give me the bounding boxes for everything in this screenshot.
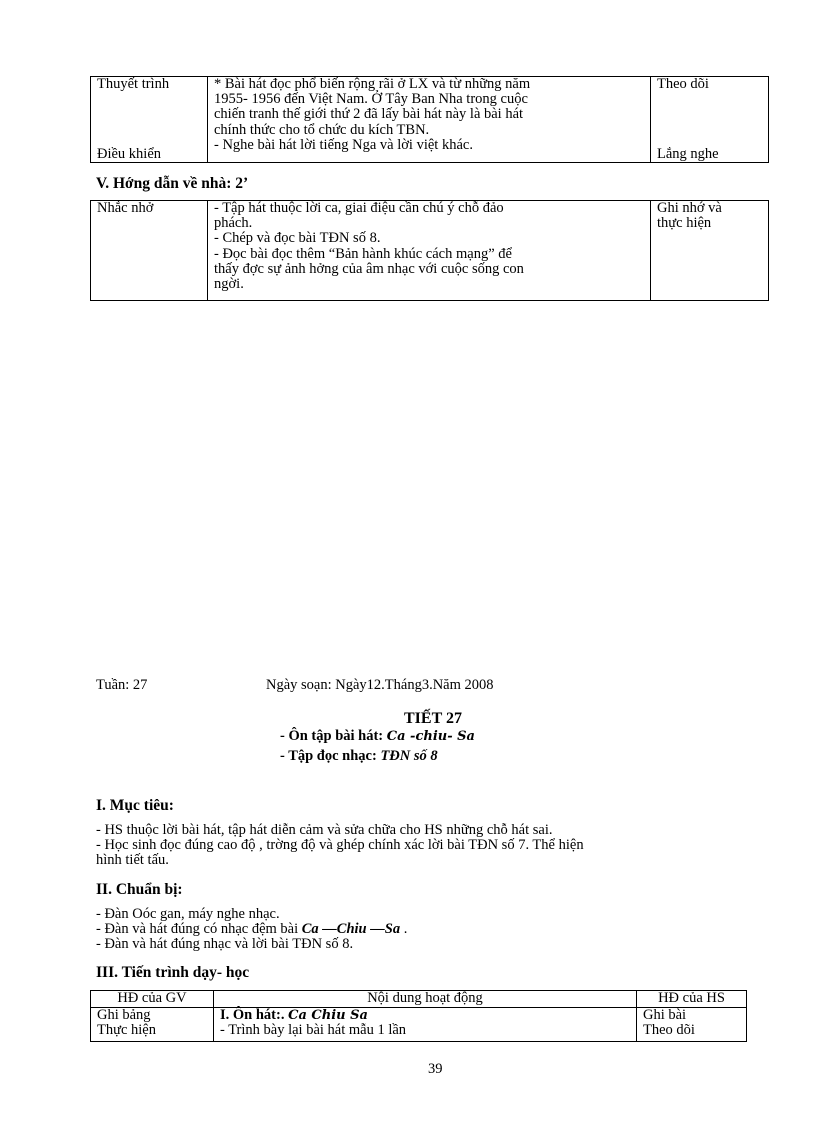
table1-col1-top: Thuyết trình: [97, 76, 170, 92]
lesson-plan-table: [90, 990, 747, 1042]
table2-line: - Đọc bài đọc thêm “Bản hành khúc cách mạng” để: [214, 245, 512, 262]
lesson-line-1-prefix: - Ôn tập bài hát:: [280, 728, 384, 744]
table3-col3: [637, 1008, 747, 1042]
table2-line: phách.: [214, 215, 253, 232]
table2-col3-line: thực hiện: [657, 215, 712, 232]
section2-line-1: - Đàn Oóc gan, máy nghe nhạc.: [96, 906, 280, 922]
section2-line-2-suffix: .: [400, 921, 408, 938]
table3-header-content: Nội dung hoạt động: [214, 991, 637, 1008]
table1-line: chiến tranh thế giới thứ 2 đã lấy bài hát này là bài hát: [214, 106, 524, 123]
section2-body: [96, 907, 407, 953]
table2-content: [208, 201, 651, 301]
table1-col3-bottom: Lắng nghe: [657, 145, 719, 162]
table1-line: * Bài hát đọc phổ biến rộng rãi ở LX và từ những năm: [214, 76, 531, 92]
prep-date: Ngày soạn: Ngày12.Tháng3.Năm 2008: [266, 677, 494, 693]
section1-line: hình tiết tấu.: [96, 852, 169, 869]
table1-content: [208, 77, 651, 163]
table3-col3-line: Ghi bài: [643, 1007, 687, 1023]
section1-line: - Học sinh đọc đúng cao độ , trờng độ và ghép chính xác lời bài TĐN số 7. Thể hiện: [96, 837, 584, 854]
table3-song: Ca Chiu Sa: [288, 1008, 368, 1023]
table1-col3-top: Theo dõi: [657, 76, 709, 92]
table2-line: - Chép và đọc bài TĐN số 8.: [214, 230, 381, 247]
table3-col1-line: Thực hiện: [97, 1022, 156, 1039]
table1-col1: [91, 77, 208, 163]
table1-line: chính thức cho tổ chức du kích TBN.: [214, 121, 430, 138]
lesson-line-1: [280, 729, 475, 744]
table3-col1-line: Ghi bảng: [97, 1007, 151, 1023]
table1-col3: [651, 77, 769, 163]
table3-content: [214, 1008, 637, 1042]
section2-title: II. Chuẩn bị:: [96, 881, 183, 898]
table2-col3-line: Ghi nhớ và: [657, 200, 722, 216]
lesson-title: TIẾT 27: [404, 710, 462, 727]
table3-col1: [91, 1008, 214, 1042]
section2-song: Ca —Chiu —Sa: [301, 921, 401, 938]
activity-table-1: [90, 76, 769, 163]
lesson-line-2-value: TĐN số 8: [380, 748, 438, 764]
table2-col1: Nhắc nhở: [91, 201, 208, 301]
activity-table-2: [90, 200, 769, 301]
table1-col1-bottom: Điều khiển: [97, 145, 162, 162]
lesson-line-2: [280, 749, 438, 764]
table3-row-title-prefix: I. Ôn hát:.: [220, 1007, 285, 1023]
table3-row-title: [220, 1008, 630, 1023]
table1-line: 1955- 1956 đến Việt Nam. Ở Tây Ban Nha trong cuộc: [214, 91, 528, 108]
table2-line: thấy đợc sự ảnh hởng của âm nhạc với cuộc sống con: [214, 260, 524, 277]
song-title: Ca -chiu- Sa: [386, 729, 475, 744]
section1-body: [96, 823, 781, 869]
table1-line: - Nghe bài hát lời tiếng Nga và lời việt khác.: [214, 136, 473, 153]
lesson-line-2-prefix: - Tập đọc nhạc:: [280, 748, 377, 764]
table2-line: ngời.: [214, 276, 244, 293]
table3-header-gv: HĐ của GV: [91, 991, 214, 1008]
section1-title: I. Mục tiêu:: [96, 797, 174, 814]
section1-line: - HS thuộc lời bài hát, tập hát diễn cảm và sửa chữa cho HS những chỗ hát sai.: [96, 822, 553, 838]
table3-row-content: - Trình bày lại bài hát mẫu 1 lần: [220, 1022, 407, 1039]
table3-header-hs: HĐ của HS: [637, 991, 747, 1008]
section3-title: III. Tiến trình dạy- học: [96, 964, 250, 981]
table2-col3: [651, 201, 769, 301]
section2-line-2: [96, 922, 407, 937]
page-number: 39: [428, 1061, 443, 1077]
section2-line-2-prefix: - Đàn và hát đúng có nhạc đệm bài: [96, 921, 302, 938]
table2-line: - Tập hát thuộc lời ca, giai điệu cần chú ý chỗ đảo: [214, 200, 504, 216]
week-label: Tuần: 27: [96, 677, 148, 693]
table3-col3-line: Theo dõi: [643, 1022, 695, 1039]
section2-line-3: - Đàn và hát đúng nhạc và lời bài TĐN số 8.: [96, 936, 354, 953]
section5-title: V. Hớng dẫn về nhà: 2’: [96, 175, 249, 192]
